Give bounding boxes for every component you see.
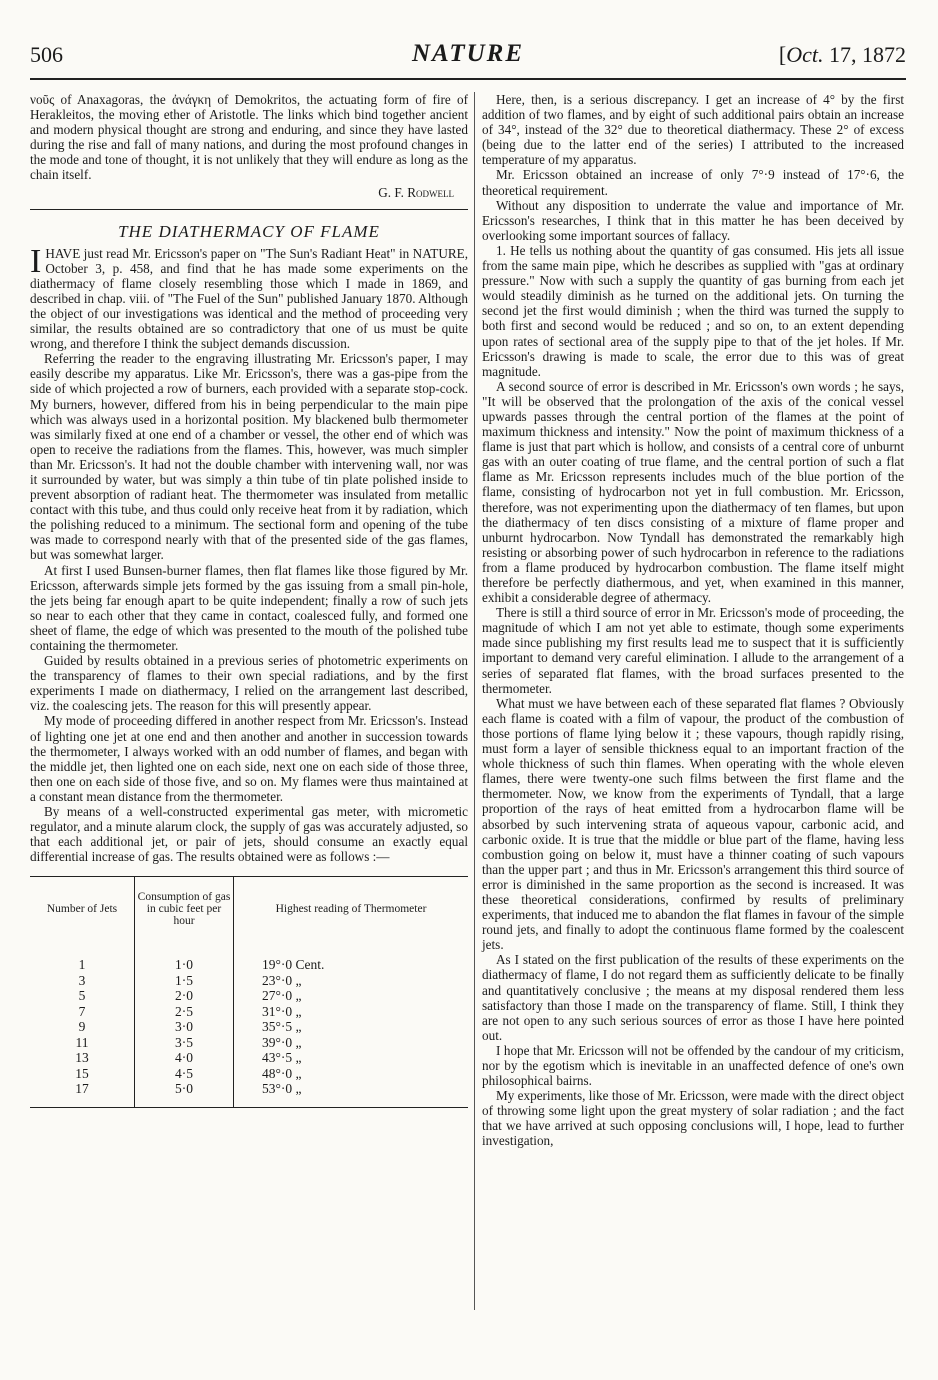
article-paragraph: By means of a well-constructed experimental gas meter, with micrometic regulator, and a minute alarum clock, the supply of gas was accurately adjusted, so that each additional jet, or pair of jets, should consume an exactly equal differential increase of gas. The results obtained were as follows :— xyxy=(30,804,468,865)
column-header-jets: Number of Jets xyxy=(30,877,135,938)
column-header-reading: Highest reading of Thermometer xyxy=(275,903,427,916)
previous-article-ending: νοῦς of Anaxagoras, the ἀνάγκη of Demokritos, the actuating form of fire of Herakleitos, the moving ether of Aristotle. The links which bind together ancient and modern physical thought are strong and enduring, and since they have lasted during the rise and fall of many nations, and during the most profound changes in the mode and tone of thought, it is not unlikely that they will endure as long as the chain itself. xyxy=(30,92,468,183)
left-column xyxy=(30,92,468,1108)
article-paragraph: At first I used Bunsen-burner flames, then flat flames like those figured by Mr. Ericsson, afterwards simple jets formed by the gas issuing from a small pin-hole, the jets being far enough apart to be quite independent; finally a row of such jets so near to each other that they came in contact, coalesced fully, and formed one sheet of flame, the edge of which was presented to the mouth of the polished tube containing the thermometer. xyxy=(30,562,468,653)
table-row: 11 3·5 39°·0 „ xyxy=(30,1035,468,1051)
table-row: 5 2·0 27°·0 „ xyxy=(30,988,468,1004)
article-paragraph: Mr. Ericsson obtained an increase of only 7°·9 instead of 17°·6, the theoretical requirement. xyxy=(482,167,904,198)
article-paragraph: My experiments, like those of Mr. Ericsson, were made with the direct object of throwing some light upon the great mystery of solar radiation ; and the fact that we have arrived at such opposing conclusions will, I hope, lead to further investigation, xyxy=(482,1088,904,1149)
table-row: 9 3·0 35°·5 „ xyxy=(30,1019,468,1035)
issue-day-year: 17, 1872 xyxy=(829,42,906,67)
article-paragraph: 1. He tells us nothing about the quantity of gas consumed. His jets all issue from the same main pipe, which he describes as supplied with "gas at ordinary pressure." Now with such a supply the quantity of gas burning from each jet would steadily diminish as he turned on the additional jets. On turning the second jet the first would diminish ; when the third was turned the supply to both first and second would be reduced ; and so on, to an extent depending upon rates of sectional area of the supply pipe to that of the jet holes. If Mr. Ericsson's drawing is made to scale, the error due to this was of great magnitude. xyxy=(482,242,904,379)
article-paragraph: Here, then, is a serious discrepancy. I get an increase of 4° by the first addition of two flames, and by eight of such additional pairs obtain an increase of 34°, instead of the 32° due to theoretical diathermacy. These 2° of excess (being due to the latter end of the series) I attributed to the increased temperature of my apparatus. xyxy=(482,92,904,168)
article-paragraph: I hope that Mr. Ericsson will not be offended by the candour of my criticism, nor by the egotism which is inevitable in an unaffected defence of one's own philosophical bairns. xyxy=(482,1042,904,1089)
drop-cap: I xyxy=(30,242,42,280)
article-paragraph: I HAVE just read Mr. Ericsson's paper on "The Sun's Radiant Heat" in NATURE, October 3, p. 458, and find that he has made some experiments on the diathermacy of flame closely resembling those which I made in 1869, and described in chap. viii. of "The Fuel of the Sun" published January 1870. Although the object of our investigations was identical and the method of proceeding very similar, the results obtained are so contradictory that one of us must be quite wrong, and therefore I think the subject demands discussion. xyxy=(30,242,468,352)
table-row: 3 1·5 23°·0 „ xyxy=(30,973,468,989)
column-divider xyxy=(474,92,475,1310)
article-paragraph: A second source of error is described in Mr. Ericsson's own words ; he says, "It will be observed that the prolongation of the axis of the conical vessel upwards passes through the central portion of the flames at the point of maximum thickness and intensity." Now the point of maximum thickness of a flame is just that part which is hollow, and consists of a central core of unburnt gas with an outer coating of true flame, and the central portion of such a flat flame as Mr. Ericsson represents includes much of the blue portion of the flame, consisting of hydrocarbon not yet in full combustion. Mr. Ericsson, therefore, was not experimenting upon the diathermacy of ten flames, but upon the diathermacy of ten discs consisting of a mixture of flame proper and unburnt hydrocarbon. Now Tyndall has demonstrated the remarkably high resisting or absorbing power of such hydrocarbon in reference to the radiations from a flame produced by hydrocarbon combustion. The flame itself might therefore be perfectly diathermous, and yet, when examined in this manner, exhibit a considerable degree of athermacy. xyxy=(482,378,904,606)
article-paragraph: Without any disposition to underrate the value and importance of Mr. Ericsson's researches, I think that in this matter he has been deceived by overlooking some important sources of fallacy. xyxy=(482,197,904,243)
page-header xyxy=(30,38,906,80)
journal-title: NATURE xyxy=(411,40,525,67)
issue-date: [Oct. 17, 1872 xyxy=(778,42,906,67)
table-row: 7 2·5 31°·0 „ xyxy=(30,1004,468,1020)
issue-month: Oct. xyxy=(786,42,824,67)
table-row: 1 1·0 19°·0 Cent. xyxy=(30,937,468,973)
author-signature: G. F. Rodwell xyxy=(378,184,454,200)
article-paragraph: Guided by results obtained in a previous series of photometric experiments on the transparency of flames to their own special radiations, and by the first experiments I made on diathermacy, I relied on the arrangement last described, viz. the coalescing jets. The reason for this will presently appear. xyxy=(30,653,468,714)
article-paragraph: As I stated on the first publication of the results of these experiments on the diathermacy of flame, I do not regard them as sufficiently delicate to be finally and quantitatively conclusive ; the means at my disposal rendered them less satisfactory than those I made on the transparency of flame. Still, I think they are not open to any such serious sources of error as those I have here pointed out. xyxy=(482,952,904,1043)
article-paragraph: There is still a third source of error in Mr. Ericsson's mode of proceeding, the magnitude of which I am not yet able to estimate, though some experiments made since publishing my first results lead me to suspect that it is sufficiently important to demand very careful elimination. I allude to the arrangement of a series of separated flat flames, with the broad surfaces presented to the thermometer. xyxy=(482,605,904,696)
article-paragraph: My mode of proceeding differed in another respect from Mr. Ericsson's. Instead of lighting one jet at one end and then another and another in succession towards the thermometer, I always worked with an odd number of flames, and began with the middle jet, then lighted one on each side, next one on each side of those three, then one on each side of those five, and so on. My flames were thus maintained at a constant mean distance from the thermometer. xyxy=(30,713,468,804)
article-paragraph: What must we have between each of these separated flat flames ? Obviously each flame is coated with a film of vapour, the product of the combustion of those portions of flame lying below it ; these vapours, though rapidly rising, must form a layer of sensible thickness equal to an important fraction of the whole thickness of such thin flames. When operating with the whole eleven flames, there were twenty-one such films between the first flame and the thermometer. Now, we know from the experiments of Tyndall, that a large proportion of the rays of heat emitted from a hydrocarbon flame will be absorbed by such intervening strata of aqueous vapour, carbonic acid, and carbonic oxide. It is true that the middle or blue part of the flame, having less combustion going on below it, must have a thinner coating of such vapours than the upper part ; and thus in Mr. Ericsson's arrangement this third source of error is diminished in the same proportion as the second is increased. It was these theoretical considerations, confirmed by results of preliminary experiments, that induced me to abandon the flat flames in favour of the simple round jets, and finally to adopt the continuous flame formed by the coalescent jets. xyxy=(482,695,904,953)
table-header-row xyxy=(30,877,468,938)
table-row: 17 5·0 53°·0 „ xyxy=(30,1081,468,1107)
article-separator xyxy=(30,209,468,210)
table-row: 15 4·5 48°·0 „ xyxy=(30,1066,468,1082)
right-column xyxy=(482,92,904,1149)
article-paragraph: Referring the reader to the engraving illustrating Mr. Ericsson's paper, I may easily describe my apparatus. Like Mr. Ericsson's, there was a gas-pipe from the side of which projected a row of burners, each provided with a separate stop-cock. My burners, however, differed from his in being perpendicular to the main pipe which was always used in a horizontal position. My blackened bulb thermometer was similarly fixed at one end of a chamber or vessel, the other end of which was open to receive the radiations from the flames. This, however, was much simpler than Mr. Ericsson's. It had not the double chamber with intervening wall, nor was it surrounded by water, but was simply a thin tube of tin plate polished inside to prevent absorption of radiant heat. The thermometer was insulated from metallic contact with this tube, and thus could only receive heat from it by radiation, which the polishing reduced to a minimum. The sectional form and opening of the tube was made to correspond nearly with that of the presented side of the gas flames, but was somewhat larger. xyxy=(30,351,468,563)
page-number: 506 xyxy=(30,42,63,67)
table-row: 13 4·0 43°·5 „ xyxy=(30,1050,468,1066)
column-header-consumption: Consumption of gas in cubic feet per hour xyxy=(135,877,234,938)
article-title: THE DIATHERMACY OF FLAME xyxy=(118,221,380,241)
results-table xyxy=(30,876,468,1108)
